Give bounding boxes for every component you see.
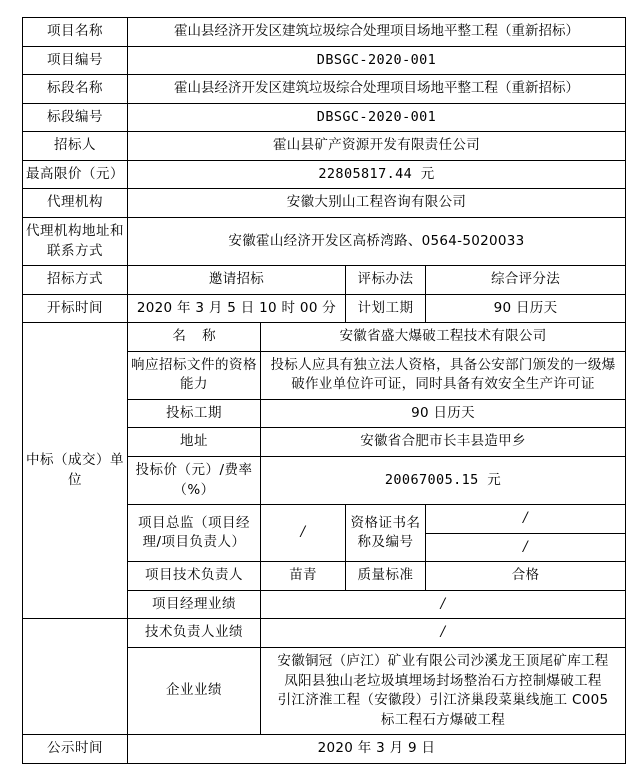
label-project-director: 项目总监（项目经理/项目负责人）	[128, 505, 261, 562]
table-row-publicity-date	[23, 735, 626, 764]
value-planned-duration: 90 日历天	[426, 294, 626, 323]
label-tender-method: 招标方式	[23, 266, 128, 295]
label-open-time: 开标时间	[23, 294, 128, 323]
value-tenderee: 霍山县矿产资源开发有限责任公司	[128, 132, 626, 161]
label-publicity-date: 公示时间	[23, 735, 128, 764]
value-max-price: 22805817.44 元	[128, 160, 626, 189]
table-row-agency-address	[23, 217, 626, 265]
table-row-tender-method	[23, 266, 626, 295]
value-address: 安徽省合肥市长丰县造甲乡	[261, 428, 626, 457]
value-agency-address: 安徽霍山经济开发区高桥湾路、0564-5020033	[128, 217, 626, 265]
tender-announcement-sheet	[22, 17, 625, 764]
value-quality-standard: 合格	[426, 562, 626, 591]
label-evaluation-method: 评标办法	[346, 266, 426, 295]
value-publicity-date: 2020 年 3 月 9 日	[128, 735, 626, 764]
value-tech-performance: /	[261, 619, 626, 648]
value-tech-lead: 苗青	[261, 562, 346, 591]
value-certificate-1: /	[426, 505, 626, 534]
value-enterprise-performance	[261, 647, 626, 734]
table-row-winner-name	[23, 323, 626, 352]
value-agency: 安徽大别山工程咨询有限公司	[128, 189, 626, 218]
value-tender-method: 邀请招标	[128, 266, 346, 295]
value-section-name: 霍山县经济开发区建筑垃圾综合处理项目场地平整工程（重新招标）	[128, 75, 626, 104]
label-bid-price: 投标价（元）/费率（%）	[128, 457, 261, 505]
label-winner-name: 名 称	[128, 323, 261, 352]
value-winner-name: 安徽省盛大爆破工程技术有限公司	[261, 323, 626, 352]
label-enterprise-performance: 企业业绩	[128, 647, 261, 734]
value-project-director: /	[261, 505, 346, 562]
label-address: 地址	[128, 428, 261, 457]
label-section-name: 标段名称	[23, 75, 128, 104]
tender-result-table	[22, 17, 626, 764]
label-winner-block-cont	[23, 619, 128, 735]
table-row-section-code	[23, 103, 626, 132]
table-row-agency	[23, 189, 626, 218]
label-agency: 代理机构	[23, 189, 128, 218]
value-evaluation-method: 综合评分法	[426, 266, 626, 295]
value-project-name: 霍山县经济开发区建筑垃圾综合处理项目场地平整工程（重新招标）	[128, 18, 626, 47]
label-max-price: 最高限价（元）	[23, 160, 128, 189]
label-quality-standard: 质量标准	[346, 562, 426, 591]
performance-line: 凤阳县独山老垃圾填埋场封场整治石方控制爆破工程	[284, 672, 602, 689]
label-winner-block: 中标（成交）单位	[23, 323, 128, 619]
table-row-tech-performance	[23, 619, 626, 648]
table-row-tenderee	[23, 132, 626, 161]
label-tech-performance: 技术负责人业绩	[128, 619, 261, 648]
label-tech-lead: 项目技术负责人	[128, 562, 261, 591]
label-planned-duration: 计划工期	[346, 294, 426, 323]
value-qualification: 投标人应具有独立法人资格，具备公安部门颁发的一级爆破作业单位许可证，同时具备有效安全生产许可证	[261, 351, 626, 399]
label-tenderee: 招标人	[23, 132, 128, 161]
label-bid-duration: 投标工期	[128, 399, 261, 428]
value-open-time: 2020 年 3 月 5 日 10 时 00 分	[128, 294, 346, 323]
table-row-open-time	[23, 294, 626, 323]
value-section-code: DBSGC-2020-001	[128, 103, 626, 132]
table-row-project-name	[23, 18, 626, 47]
label-qualification: 响应招标文件的资格能力	[128, 351, 261, 399]
value-project-code: DBSGC-2020-001	[128, 46, 626, 75]
table-row-project-code	[23, 46, 626, 75]
value-bid-price: 20067005.15 元	[261, 457, 626, 505]
label-project-name: 项目名称	[23, 18, 128, 47]
label-agency-address: 代理机构地址和联系方式	[23, 217, 128, 265]
label-section-code: 标段编号	[23, 103, 128, 132]
label-certificate: 资格证书名称及编号	[346, 505, 426, 562]
value-certificate-2: /	[426, 533, 626, 562]
value-pm-performance: /	[261, 590, 626, 619]
label-project-code: 项目编号	[23, 46, 128, 75]
label-pm-performance: 项目经理业绩	[128, 590, 261, 619]
performance-line: 安徽铜冠（庐江）矿业有限公司沙溪龙王顶尾矿库工程	[277, 652, 609, 669]
table-row-max-price	[23, 160, 626, 189]
performance-line: 标工程石方爆破工程	[380, 711, 506, 728]
performance-line: 引江济淮工程（安徽段）引江济巢段菜巢线施工 C005	[277, 692, 609, 709]
value-bid-duration: 90 日历天	[261, 399, 626, 428]
table-row-section-name	[23, 75, 626, 104]
